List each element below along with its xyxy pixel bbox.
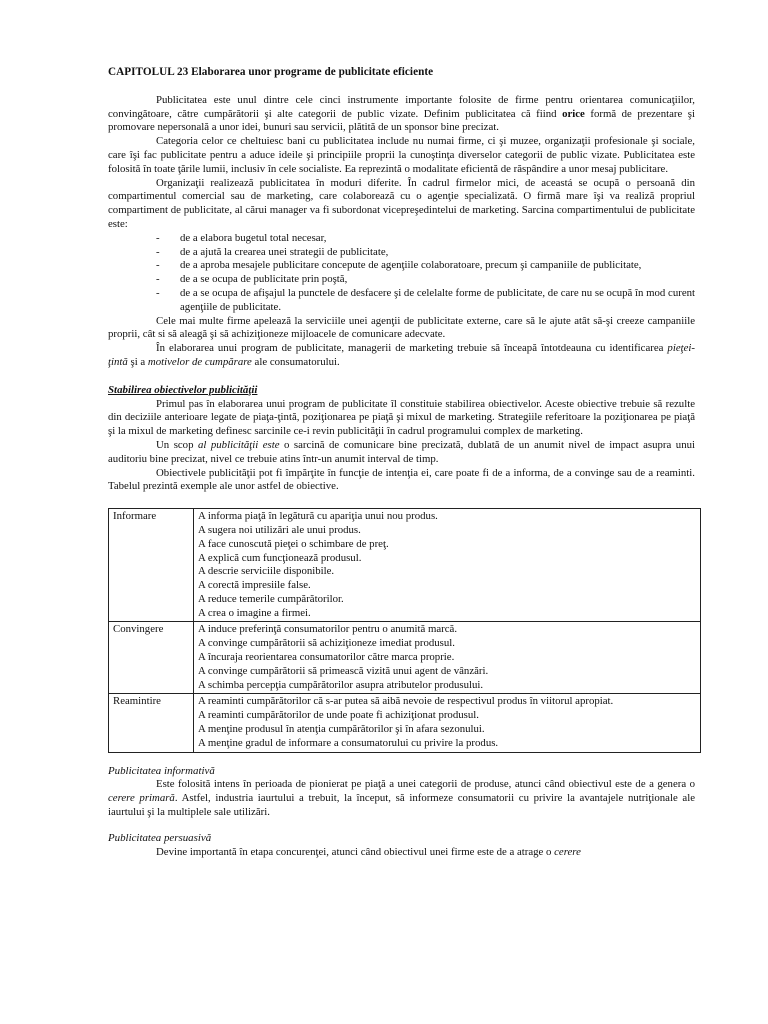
table-item: A convinge cumpărătorii să achiziţioneze imediat produsul. (198, 637, 455, 650)
table-item: A face cunoscută pieţei o schimbare de preţ. (198, 537, 389, 550)
task-list-item: - de a aproba mesajele publicitare concepute de agenţiile colaboratoare, precum şi campaniile de publicitate, (108, 259, 695, 273)
informative-emphasis: cerere primară (108, 792, 175, 805)
intro-paragraph-4: Cele mai multe firme apelează la serviciile unei agenţii de publicitate externe, care să le ajute atât să-şi creeze campaniile proprii, cât si să aleagă şi să achiziţioneze mijloacele de comunicare adecvate. (108, 314, 695, 341)
table-row (109, 694, 701, 752)
table-item: A sugera noi utilizări ale unui produs. (198, 523, 361, 536)
task-list-item: - de a ajută la crearea unei strategii de publicitate, (108, 246, 695, 260)
intro-p5-text-b: şi a (127, 355, 148, 368)
intro-p1-text-b: formă de prezentare şi promovare nepersonală a unor idei, bunuri sau servicii, plătită de un sponsor bine precizat. (108, 107, 695, 134)
row-items (194, 694, 701, 752)
table-item: A reduce temerile cumpărătorilor. (198, 592, 344, 605)
table-item: A crea o imagine a firmei. (198, 606, 311, 619)
intro-p5-emphasis-1: pieţei-ţintă (108, 342, 695, 368)
objectives-p2-text-b: o sarcină de comunicare bine precizată, dublată de un anumit nivel de impact asupra unui auditoriu bine precizat, nivel ce trebuie atins într-un anumit interval de timp. (108, 438, 695, 465)
row-items (194, 509, 701, 622)
intro-paragraph-1 (108, 94, 695, 135)
table-item: A convinge cumpărătorii să primească vizită unui agent de vânzări. (198, 664, 489, 677)
intro-p5-text-c: ale consumatorului. (251, 355, 340, 368)
informative-text-b: . Astfel, industria iaurtului a trebuit, la început, să informeze consumatorii cu privire la avantajele nutriţionale ale iaurtului şi la multiplele sale utilizări. (108, 792, 695, 819)
table-item: A explică cum funcţionează produsul. (198, 551, 362, 564)
objectives-paragraph-1: Primul pas în elaborarea unui program de publicitate îl constituie stabilirea obiectivelor. Aceste obiective trebuie să rezulte din deciziile anterioare legate de piaţa-ţintă, poziţionarea pe piaţă şi mixul de marketing. Strategiile referitoare la poziţionarea pe piaţă şi la mixul de marketing definesc sarcinile ce-i revin publicităţii în cadrul programului complex de marketing. (108, 397, 695, 438)
intro-paragraph-5 (108, 342, 695, 370)
persuasive-text-a: Devine importantă în etapa concurenţei, atunci când obiectivul unei firme este de a atrage o (156, 845, 555, 858)
chapter-title: CAPITOLUL 23 Elaborarea unor programe de publicitate eficiente (108, 66, 434, 78)
task-list-item: - de a se ocupa de publicitate prin poştă, (108, 273, 695, 287)
table-item: A corectă impresiile false. (198, 579, 311, 592)
table-item: A schimba percepţia cumpărătorilor asupra atributelor produsului. (198, 678, 484, 691)
informative-text-a: Este folosită intens în perioada de pionierat pe piaţă a unei categorii de produse, atunci când obiectivul este de a genera o (156, 778, 695, 791)
table-item: A informa piaţă în legătură cu apariţia unui nou produs. (198, 510, 438, 523)
section-heading-objectives: Stabilirea obiectivelor publicităţii (108, 383, 258, 396)
objectives-table (108, 508, 701, 753)
task-list (108, 232, 695, 315)
task-list-item: - de a elabora bugetul total necesar, (108, 232, 695, 246)
section-heading-informative: Publicitatea informativă (108, 764, 215, 777)
intro-p5-emphasis-2: motivelor de cumpărare (147, 355, 252, 368)
table-item: A menţine produsul în atenţia cumpărătorilor şi în afara sezonului. (198, 723, 485, 736)
table-item: A încuraja reorientarea consumatorilor către marca proprie. (198, 651, 455, 664)
row-label: Reamintire (109, 694, 194, 752)
row-label: Informare (109, 509, 194, 622)
objectives-p2-text-a: Un scop (156, 438, 198, 451)
table-item: A menţine gradul de informare a consumatorului cu privire la produs. (198, 736, 499, 749)
objectives-p2-emphasis: al publicităţii este (197, 438, 280, 451)
intro-paragraph-3: Organizaţii realizează publicitatea în moduri diferite. În cadrul firmelor mici, de aceastá se ocupă o persoană din compartimentul comercial sau de marketing, care colaborează cu o agenţie specializată. O firmă mare îşi va realiză propriul compartiment de publicitate, al cărui manager va fi subordonat vicepreşedintelui de marketing. Sarcina compartimentului de publicitate este: (108, 176, 695, 230)
intro-p1-text-a: Publicitatea este unul dintre cele cinci instrumente importante folosite de firme pentru orientarea comunicaţiilor, convingătoare, către cumpărătorii şi alte categorii de public vizate. Definim publicitatea că fiind (108, 93, 695, 120)
informative-paragraph (108, 778, 695, 819)
table-item: A descrie serviciile disponibile. (198, 565, 335, 578)
table-item: A reaminti cumpărătorilor de unde poate fi achiziţionat produsul. (198, 709, 479, 722)
table-row (109, 509, 701, 622)
text-column (108, 66, 695, 859)
table-row (109, 622, 701, 694)
intro-p1-bold: orice (562, 107, 585, 120)
persuasive-paragraph (108, 846, 695, 860)
persuasive-emphasis: cerere (554, 845, 581, 858)
table-item: A reaminti cumpărătorilor că s-ar putea să aibă nevoie de respectivul produs în viitorul apropiat. (198, 695, 614, 708)
intro-p5-text-a: În elaborarea unui program de publicitate, managerii de marketing trebuie să înceapă întotdeauna cu identificarea (156, 342, 668, 355)
objectives-paragraph-2 (108, 439, 695, 467)
objectives-paragraph-3: Obiectivele publicităţii pot fi împărţite în funcţie de intenţia ei, care poate fi de a informa, de a convinge sau de a reaminti. Tabelul prezintă exemple ale unor astfel de obiective. (108, 466, 695, 493)
section-heading-persuasive: Publicitatea persuasivă (108, 831, 212, 844)
task-list-item: - de a se ocupa de afişajul la punctele de desfacere şi de celelalte forme de publicitate, de care nu se ocupă în mod curent agenţiile de publicitate. (108, 287, 695, 315)
row-label: Convingere (109, 622, 194, 694)
intro-paragraph-2: Categoria celor ce cheltuiesc bani cu publicitatea include nu numai firme, ci şi muzee, organizaţii profesionale şi sociale, care îşi fac publicitate pentru a aduce ideile şi principiile proprii la cunoştinţa diverselor categorii de public vizate. Publicitatea este folosită în toate ţările lumii, inclusiv în cele socialiste. Ea reprezintă o modalitate eficientă de răspândire a unor mesaj publicitare. (108, 135, 695, 175)
row-items (194, 622, 701, 694)
table-item: A induce preferinţă consumatorilor pentru o anumită marcă. (198, 623, 458, 636)
